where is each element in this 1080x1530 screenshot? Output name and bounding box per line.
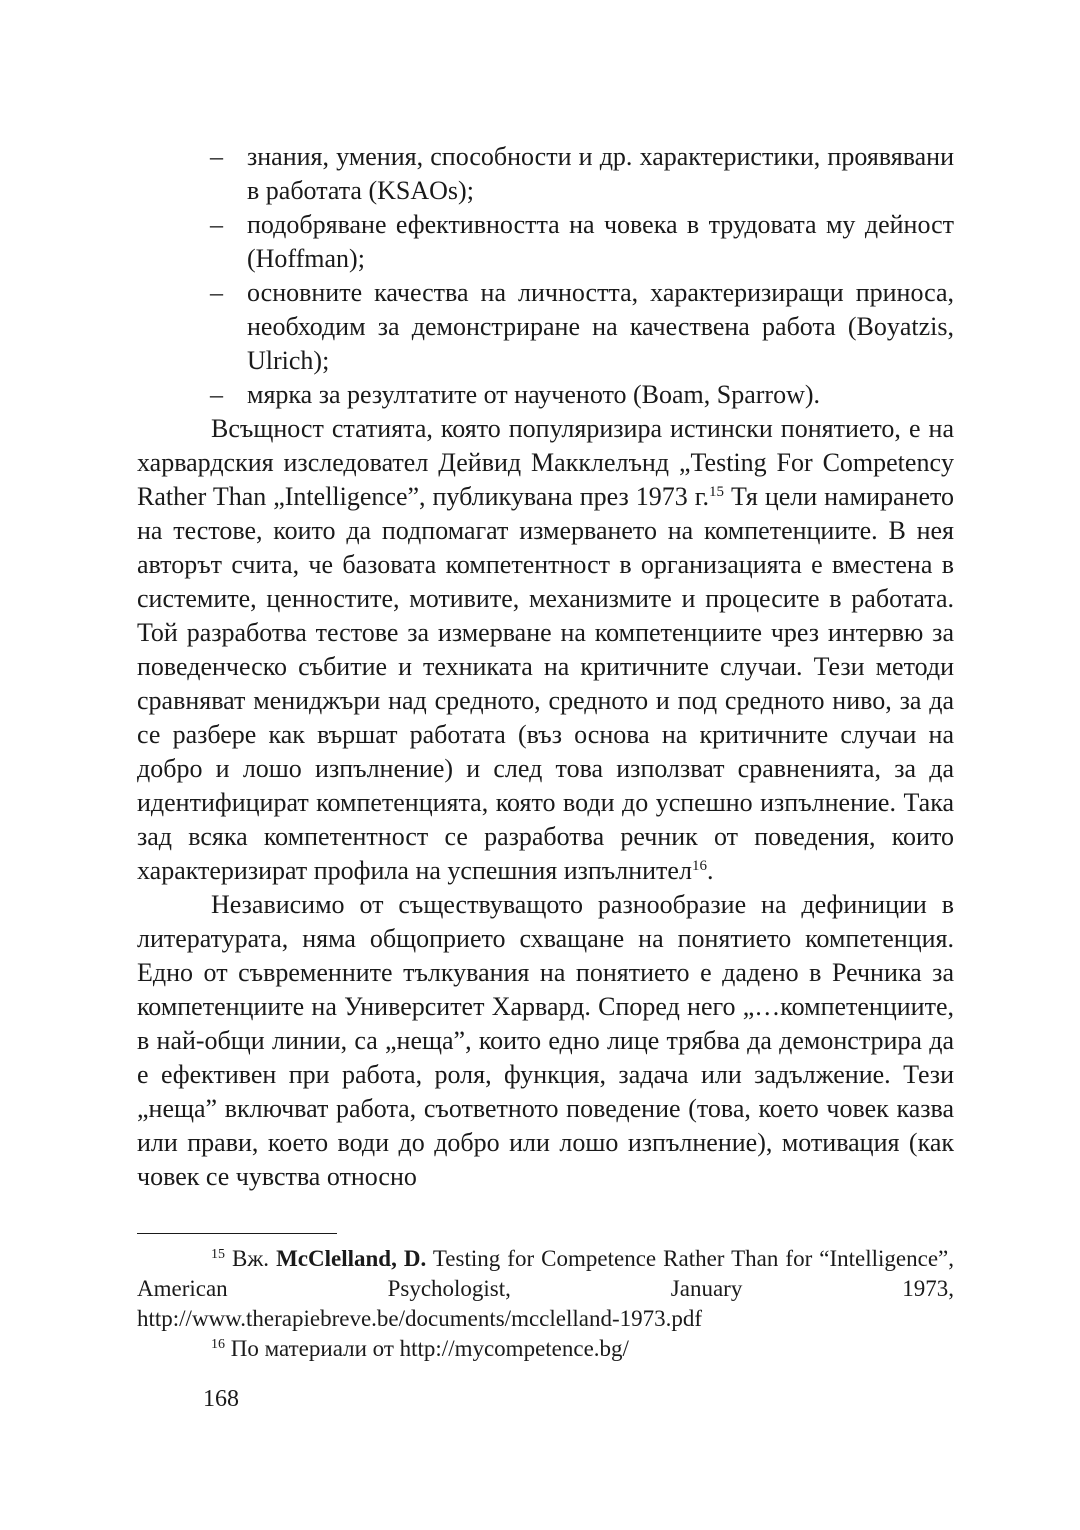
bullet-item <box>137 276 954 378</box>
main-text <box>137 140 954 1194</box>
paragraph-harvard: Независимо от съществуващото разнообразие на дефиниции в литературата, няма общоприето схващане на понятието компетенция. Едно от съвременните тълкувания на понятието е дадено в Речника за компетенциите на Университет Харвард. Според него „…компетенциите, в най-общи линии, са „неща”, които едно лице трябва да демонстрира да е ефективен при работа, роля, функция, задача или задължение. Тези „неща” включват работа, съответното поведение (това, което човек казва или прави, което води до добро или лошо изпълнение), мотивация (как човек се чувства относно <box>137 890 954 1191</box>
footnote-number: 15 <box>211 1247 225 1262</box>
footnote-author: McClelland, D. <box>276 1246 427 1271</box>
footnotes <box>137 1244 954 1364</box>
bullet-item <box>137 208 954 276</box>
paragraph-text: . <box>706 856 714 885</box>
footnote-16 <box>137 1334 954 1364</box>
bullet-dash: – <box>210 142 223 171</box>
bullet-item <box>137 140 954 208</box>
bullet-text: подобряване ефективността на човека в трудовата му дейност (Hoffman); <box>247 210 954 273</box>
footnote-ref-16[interactable]: 16 <box>691 858 707 874</box>
footnote-prefix: Вж. <box>225 1246 277 1271</box>
footnote-number: 16 <box>211 1337 225 1352</box>
paragraph-text: Всъщност статията, която популяризира истински понятието, е на харвардския изследовател Дейвид Макклелънд „Testing For Competency Rather Than „Intelligence”, публикувана през 1973 г. <box>137 414 954 511</box>
bullet-text: мярка за резултатите от наученото (Boam, Sparrow). <box>247 380 821 409</box>
footnote-divider <box>137 1233 337 1234</box>
footnote-ref-15[interactable]: 15 <box>709 484 724 500</box>
page-number: 168 <box>203 1386 239 1412</box>
paragraph-mcclelland <box>137 412 954 888</box>
bullet-text: знания, умения, способности и др. характеристики, проявявани в работата (KSAOs); <box>247 142 954 205</box>
bullet-dash: – <box>210 278 223 307</box>
bullet-dash: – <box>210 210 223 239</box>
paragraph-text: Тя цели намирането на тестове, които да подпомагат измерването на компетенциите. В нея авторът счита, че базовата компетентност в организацията е вместена в системите, ценностите, мотивите, механизмите и процесите в работата. Той разработва тестове за измерване на компетенциите чрез интервю за поведенческо събитие и техниката на критичните случаи. Тези методи сравняват мениджъри над средното, средното и под средното ниво, за да се разбере как вършат работата (въз основа на критичните случаи на добро и лошо изпълнение) и след това използват сравненията, за да идентифицират компетенцията, която води до успешно изпълнение. Така зад всяка компетентност се разработва речник от поведения, които характеризират профила на успешния изпълнител <box>137 482 954 885</box>
bullet-dash: – <box>210 380 223 409</box>
bullet-text: основните качества на личността, характеризиращи приноса, необходим за демонстриране на качествена работа (Boyatzis, Ulrich); <box>247 278 954 375</box>
footnote-15 <box>137 1244 954 1334</box>
bullet-item <box>137 378 954 412</box>
footnote-text: Testing for Competence Rather Than for “Intelligence”, American Psychologist, January 1973, http://www.therapiebreve.be/documents/mcclelland-1973.pdf <box>137 1246 954 1331</box>
footnote-text: По материали от http://mycompetence.bg/ <box>225 1336 629 1361</box>
